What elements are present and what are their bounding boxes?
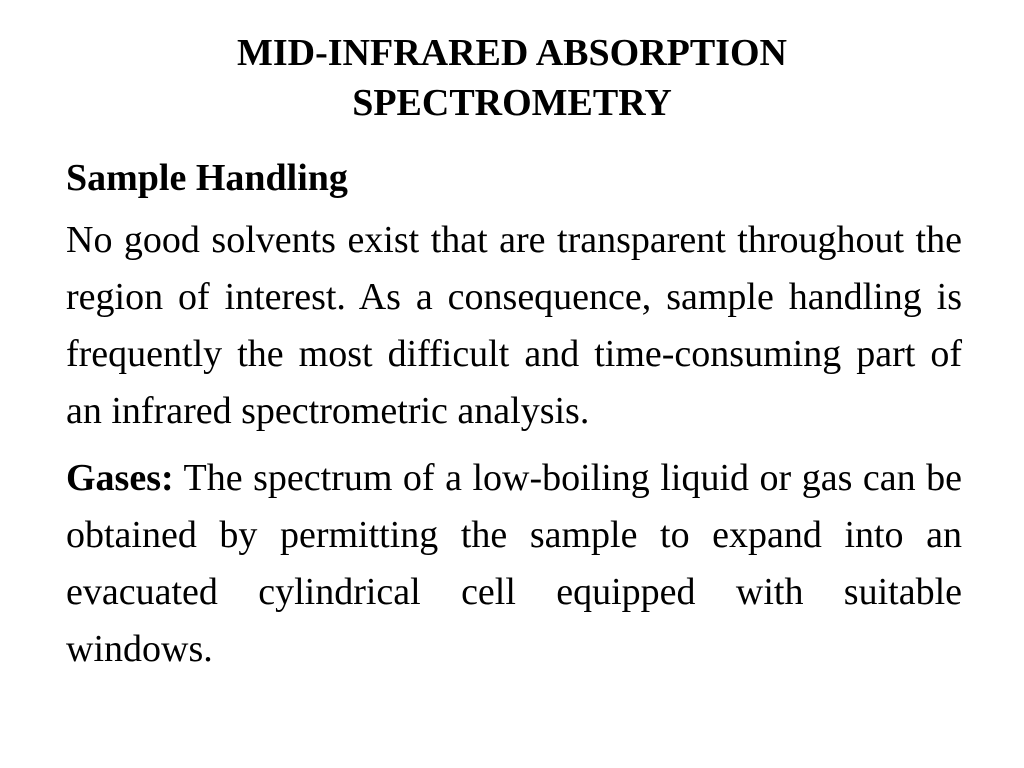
slide-body xyxy=(66,150,962,688)
gases-label: Gases: xyxy=(66,457,174,499)
slide-title xyxy=(0,28,1024,128)
paragraph-gases xyxy=(66,450,962,678)
slide-title-line-1: MID-INFRARED ABSORPTION xyxy=(237,32,787,74)
paragraph-solvents: No good solvents exist that are transparent throughout the region of interest. As a consequence, sample handling is frequently the most difficult and time-consuming part of an infrared spectrometric analysis. xyxy=(66,219,962,432)
slide-title-line-2: SPECTROMETRY xyxy=(352,82,672,124)
section-heading: Sample Handling xyxy=(66,157,348,199)
gases-text: The spectrum of a low-boiling liquid or gas can be obtained by permitting the sample to expand into an evacuated cylindrical cell equipped with suitable windows. xyxy=(66,457,962,670)
